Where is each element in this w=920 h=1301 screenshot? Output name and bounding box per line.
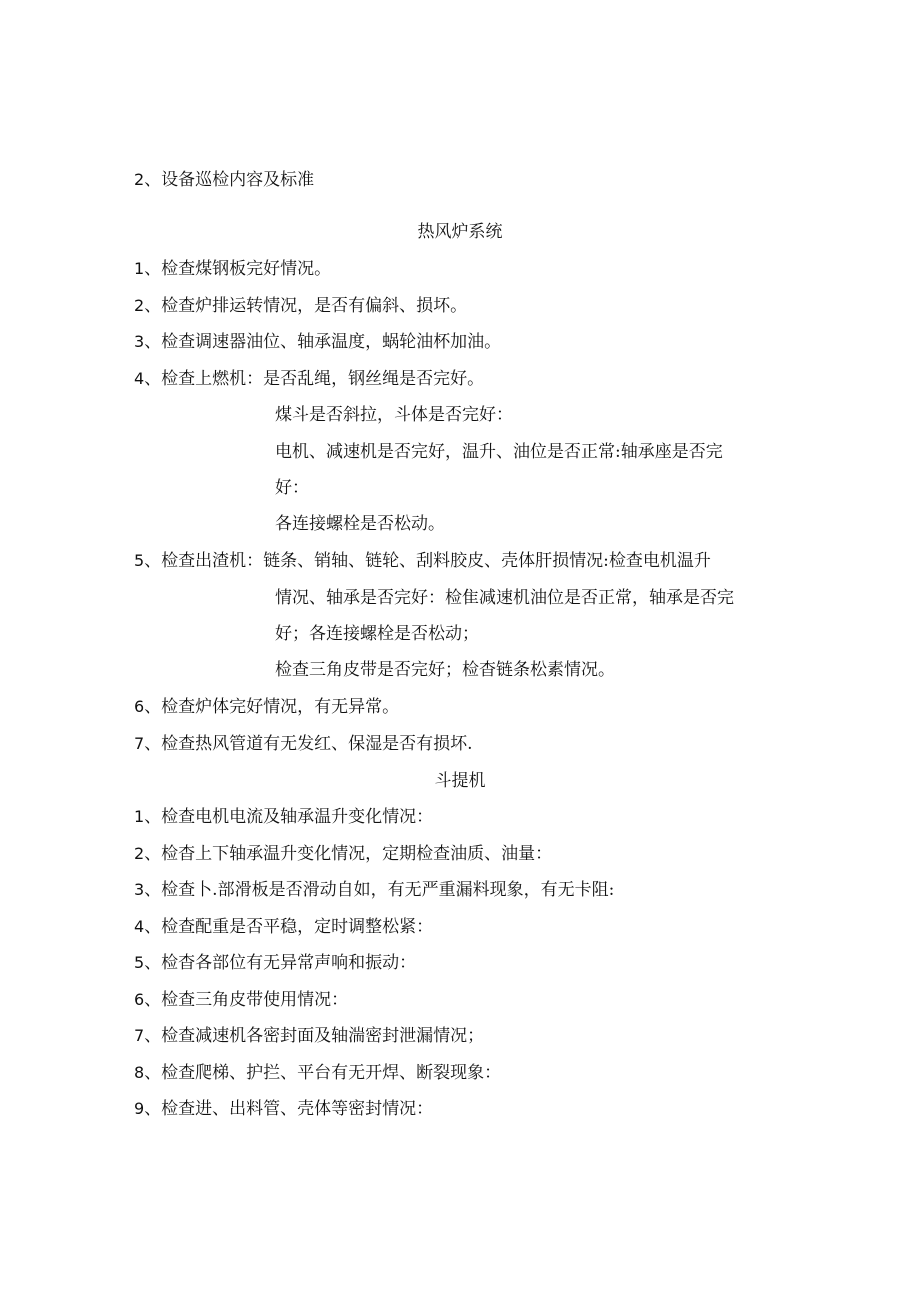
list-item: 4、检查配重是否平稳，定时调整松紧： xyxy=(134,917,434,937)
list-item-continuation: 情况、轴承是否完好：检隹减速机油位是否正常，轴承是否完 xyxy=(275,588,734,608)
section-number: 2 xyxy=(134,170,145,189)
list-item: 5、检杳各部位有无异常声响和振动： xyxy=(134,953,417,973)
list-item-continuation: 电机、减速机是否完好，温升、油位是否正常:轴承座是否完 xyxy=(275,442,723,462)
list-item: 5、检查出渣机：链条、销轴、链轮、刮料胶皮、壳体肝损情况:检查电机温升 xyxy=(134,551,711,571)
list-item: 9、检查进、出料管、壳体等密封情况： xyxy=(134,1099,434,1119)
list-item-continuation: 好；各连接螺栓是否松动； xyxy=(275,624,479,644)
list-item: 7、检查减速机各密封面及轴湍密封泄漏情况； xyxy=(134,1026,485,1046)
bucket-elevator-title: 斗提机 xyxy=(434,771,486,791)
list-item: 2、检查炉排运转情况，是否有偏斜、损坏。 xyxy=(134,296,468,316)
hot-air-stove-title: 热风炉系统 xyxy=(417,222,503,242)
list-item: 4、检查上燃机：是否乱绳，钢丝绳是否完好。 xyxy=(134,369,485,389)
list-item: 2、检杳上下轴承温升变化情况，定期检查油质、油量： xyxy=(134,844,553,864)
list-item: 7、检查热风管道有无发红、保湿是否有损坏. xyxy=(134,734,473,754)
list-item-continuation: 煤斗是否斜拉，斗体是否完好： xyxy=(275,405,513,425)
list-item: 1、检查煤钢板完好情况。 xyxy=(134,259,332,279)
list-item: 6、检查三角皮带使用情况： xyxy=(134,990,349,1010)
list-item: 3、检查调速器油位、轴承温度，蜗轮油杯加油。 xyxy=(134,332,502,352)
list-item-continuation: 好： xyxy=(275,478,309,498)
list-item: 1、检查电机电流及轴承温升变化情况： xyxy=(134,807,434,827)
list-item: 3、检查卜.部滑板是否滑动自如，有无严重漏料现象，有无卡阻: xyxy=(134,880,615,900)
list-item-continuation: 检查三角皮带是否完好；检杳链条松素情况。 xyxy=(275,660,615,680)
list-item-continuation: 各连接螺栓是否松动。 xyxy=(275,514,445,534)
section-heading-text: 、设备巡检内容及标准 xyxy=(144,170,315,190)
section-heading xyxy=(134,169,314,191)
list-item: 6、检查炉体完好情况，有无异常。 xyxy=(134,697,400,717)
list-item: 8、检查爬梯、护拦、平台有无开焊、断裂现象： xyxy=(134,1063,502,1083)
